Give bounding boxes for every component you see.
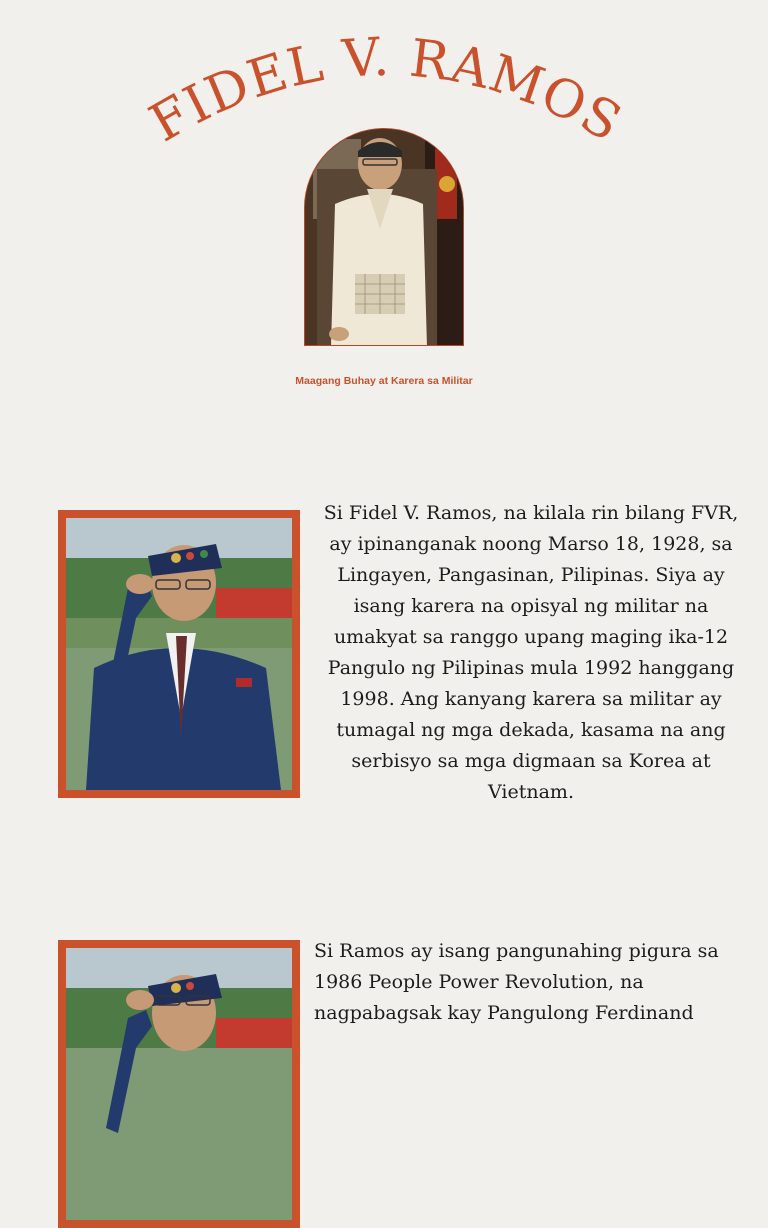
page-title: FIDEL V. RAMOS <box>140 27 632 155</box>
paragraph-biography: Si Fidel V. Ramos, na kilala rin bilang FVR, ay ipinanganak noong Marso 18, 1928, sa Lingayen, Pangasinan, Pilipinas. Siya ay isang karera na opisyal ng militar na umakyat sa ranggo upang maging ika-12 Pangulo ng Pilipinas mula 1992 hanggang 1998. Ang kanyang karera sa militar ay tumagal ng mga dekada, kasama na ang serbisyo sa mga digmaan sa Korea at Vietnam. <box>323 502 739 803</box>
portrait-photo <box>304 128 464 346</box>
section-caption: Maagang Buhay at Karera sa Militar <box>295 375 473 387</box>
portrait-illustration <box>305 129 464 346</box>
salute-illustration-2 <box>66 948 292 1220</box>
salute-photo <box>58 510 300 798</box>
paragraph-people-power: Si Ramos ay isang pangunahing pigura sa 1986 People Power Revolution, na nagpabagsak kay Pangulong Ferdinand <box>314 940 719 1024</box>
salute-illustration <box>66 518 292 790</box>
salute-photo-2 <box>58 940 300 1228</box>
